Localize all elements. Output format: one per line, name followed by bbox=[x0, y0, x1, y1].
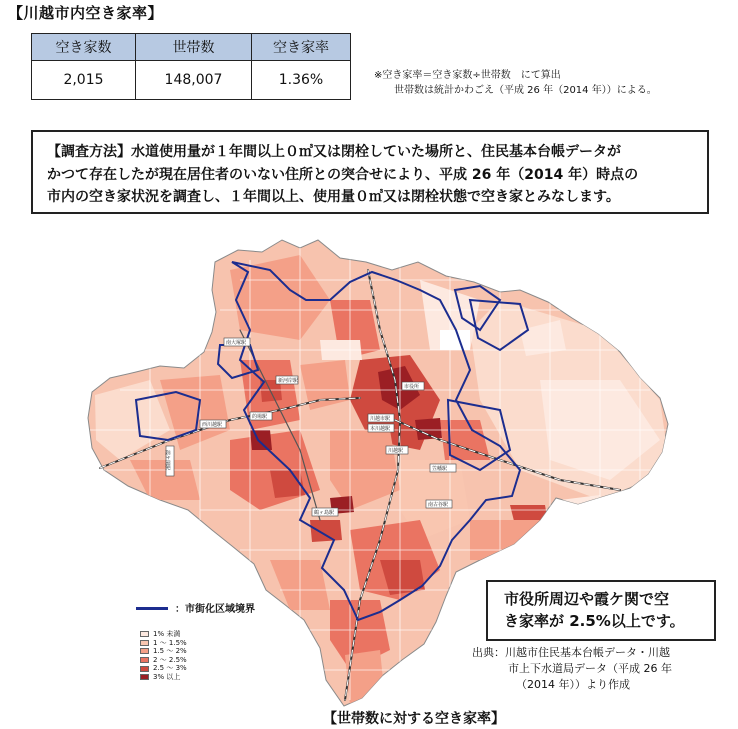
boundary-legend-swatch bbox=[136, 607, 168, 610]
map-label: 本川越駅 bbox=[370, 426, 391, 432]
legend-label: 1% 未満 bbox=[153, 630, 181, 638]
legend-label: 1 ～ 1.5% bbox=[153, 638, 187, 647]
legend-item bbox=[140, 673, 187, 682]
legend-swatch bbox=[140, 648, 149, 654]
boundary-legend-label: ：市街化区域境界 bbox=[175, 604, 255, 615]
callout-line: き家率が 2.5%以上です。 bbox=[504, 612, 685, 630]
legend-item bbox=[140, 630, 187, 639]
method-line: かつて存在したが現在居住者のいない住所との突合せにより、平成 26 年（2014 年）時点の bbox=[47, 166, 639, 183]
map-label: 川越市駅 bbox=[370, 416, 391, 422]
map-label: 南古谷駅 bbox=[428, 502, 449, 508]
callout-line: 市役所周辺や霞ケ関で空 bbox=[504, 590, 670, 608]
rate-legend bbox=[140, 630, 187, 682]
map-label: 南大塚駅 bbox=[226, 340, 247, 346]
legend-item bbox=[140, 656, 187, 665]
legend-swatch bbox=[140, 657, 149, 663]
map-label: 霞ケ関駅 bbox=[164, 450, 170, 471]
source-line: （2014 年））より作成 bbox=[516, 678, 630, 691]
map-caption: 【世帯数に対する空き家率】 bbox=[323, 711, 505, 727]
table-cell: 2,015 bbox=[32, 61, 136, 100]
legend-label: 2.5 ～ 3% bbox=[153, 664, 187, 673]
table-header: 空き家数 bbox=[32, 34, 136, 61]
note-line: 世帯数は統計かわごえ（平成 26 年（2014 年））による。 bbox=[394, 85, 657, 96]
legend-item bbox=[140, 664, 187, 673]
map-label: 西川越駅 bbox=[202, 422, 223, 428]
legend-swatch bbox=[140, 666, 149, 672]
map-label: 的場駅 bbox=[252, 414, 268, 420]
table-cell: 1.36% bbox=[252, 61, 351, 100]
legend-label: 3% 以上 bbox=[153, 672, 181, 681]
source-line: 出典：川越市住民基本台帳データ・川越 bbox=[472, 646, 670, 659]
source-line: 市上下水道局データ（平成 26 年 bbox=[508, 662, 672, 675]
legend-swatch bbox=[140, 640, 149, 646]
legend-item bbox=[140, 639, 187, 648]
table-cell: 148,007 bbox=[136, 61, 252, 100]
method-line: 市内の空き家状況を調査し、１年間以上、使用量０㎥又は閉栓状態で空き家とみなします。 bbox=[47, 189, 620, 205]
map-label: 市役所 bbox=[404, 384, 420, 390]
map-label: 鶴ヶ島駅 bbox=[314, 510, 335, 516]
legend-label: 2 ～ 2.5% bbox=[153, 655, 187, 664]
map-label: 川越駅 bbox=[388, 448, 404, 454]
table-header: 空き家率 bbox=[252, 34, 351, 61]
highlight-callout bbox=[486, 580, 716, 641]
legend-item bbox=[140, 647, 187, 656]
map-label: 笠幡駅 bbox=[432, 466, 448, 472]
legend-swatch bbox=[140, 631, 149, 637]
table-header: 世帯数 bbox=[136, 34, 252, 61]
page-title: 【川越市内空き家率】 bbox=[8, 4, 164, 22]
method-line: 【調査方法】水道使用量が１年間以上０㎥又は閉栓していた場所と、住民基本台帳データが bbox=[47, 144, 621, 160]
legend-label: 1.5 ～ 2% bbox=[153, 647, 187, 656]
data-source bbox=[472, 645, 672, 693]
map-label: 新河岸駅 bbox=[278, 378, 299, 384]
legend-swatch bbox=[140, 674, 149, 680]
note-line: ※空き家率＝空き家数÷世帯数 にて算出 bbox=[374, 70, 561, 81]
